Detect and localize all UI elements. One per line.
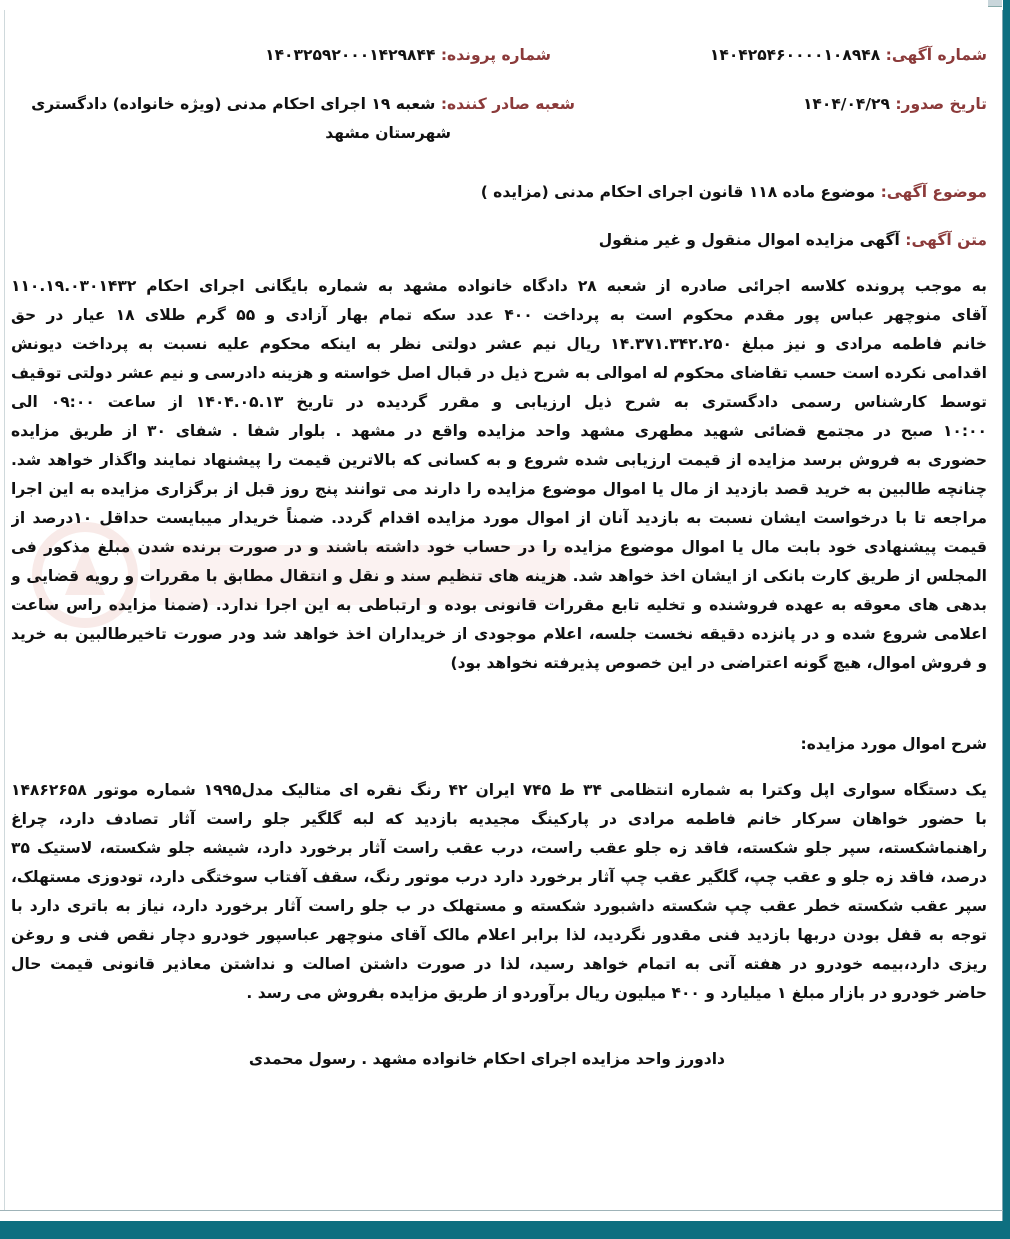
issue-date-label: تاریخ صدور: — [895, 95, 987, 113]
issue-date-value: ۱۴۰۴/۰۴/۲۹ — [802, 95, 890, 113]
paragraph1-line: اعلامی شروع شده و در پانزده دقیقه نخست جلسه، اعلام موجودی از خریداران اخذ خواهد شد ودر صورت تاخیرطالبین به خرید — [11, 625, 987, 643]
paragraph1-line: قیمت پیشنهادی خود بابت مال یا اموال موضوع مزایده را در حساب خود داشته باشند و در صورت برنده شدن مبلغ مذکور فی — [11, 538, 987, 556]
paragraph2-line: حاضر خودرو در بازار مبلغ ۱ میلیارد و ۴۰۰ میلیون ریال برآوردو از طریق مزایده بفروش می رسد . — [246, 984, 987, 1002]
paragraph2-line: درصد، فاقد زه جلو و عقب چپ، گلگیر عقب چپ آثار برخورد دارد درب موتور رنگ، سقف آفتاب سوختگی دارد، تودوزی مستهلک، — [11, 868, 987, 886]
text-label: متن آگهی: — [905, 231, 987, 249]
ad-number-row — [710, 46, 987, 64]
ad-number-label: شماره آگهی: — [885, 46, 987, 64]
paragraph1-line: و فروش اموال، هیچ گونه اعتراضی در این خصوص پذیرفته نخواهد بود) — [450, 654, 987, 672]
ad-number-value: ۱۴۰۴۲۵۴۶۰۰۰۰۱۰۸۹۴۸ — [709, 46, 881, 64]
subject-label: موضوع آگهی: — [880, 183, 987, 201]
case-number-value: ۱۴۰۳۲۵۹۲۰۰۰۱۴۲۹۸۴۴ — [265, 46, 436, 64]
paragraph1-line: مراجعه تا با درخواست ایشان نسبت به بازدید آنان از اموال مورد مزایده اقدام گردد. ضمناً خریدار میبایست حداقل ۱۰درصد از — [11, 509, 987, 527]
issuing-branch-row — [31, 95, 575, 113]
paragraph1-line: اقدامی نکرده است حسب تقاضای محکوم له اموالی به شرح ذیل در قبال اصل خواسته و هزینه دادرسی و نیم عشر دولتی توقیف — [11, 364, 987, 382]
text-title: آگهی مزایده اموال منقول و غیر منقول — [598, 231, 900, 249]
paragraph1-line: چنانچه طالبین به خرید قصد بازدید از مال یا اموال موضوع مزایده را دارند می توانند پنج روز قبل از برگزاری مزایده به این اجرا — [11, 480, 987, 498]
paragraph2-line: با حضور خواهان سرکار خانم فاطمه مرادی در پارکینگ مجیدیه بازدید که لبه گلگیر جلو راست آثار تصادف دارد، چراغ — [11, 810, 987, 828]
paragraph2-line: یک دستگاه سواری اپل وکترا به شماره انتظامی ۳۴ ط ۷۴۵ ایران ۴۲ رنگ نقره ای متالیک مدل۱۹۹۵ شماره موتور ۱۴۸۶۲۶۵۸ — [11, 781, 987, 799]
issuing-branch-line1: شعبه ۱۹ اجرای احکام مدنی (ویژه خانواده) دادگستری — [31, 95, 436, 113]
subject-value: موضوع ماده ۱۱۸ قانون اجرای احکام مدنی (مزایده ) — [480, 183, 876, 201]
case-number-label: شماره پرونده: — [440, 46, 551, 64]
paragraph2-line: توجه به قفل بودن دربها بازدید فنی مقدور نگردید، لذا برابر اعلام مالک آقای منوچهر عباسپور خودرو دچار نقص فنی و روغن — [11, 926, 987, 944]
items-heading: شرح اموال مورد مزایده: — [800, 735, 987, 753]
paragraph1-line: خانم فاطمه مرادی و نیز مبلغ ۱۴.۳۷۱.۳۴۲.۲۵۰ ریال نیم عشر دولتی نظر به اینکه محکوم علیه نسبت به پرداخت دیونش — [11, 335, 987, 353]
text-title-row — [599, 231, 987, 249]
issuing-branch-line2: شهرستان مشهد — [325, 124, 451, 142]
subject-row — [481, 183, 987, 201]
paragraph2-line: ریزی دارد،بیمه خودرو در هفته آتی به اتمام خواهد رسید، لذا در صورت داشتن اصالت و نداشتن معاذیر قانونی قیمت حال — [11, 955, 987, 973]
paragraph1-line: آقای منوچهر عباس پور مقدم محکوم است به پرداخت ۴۰۰ عدد سکه تمام بهار آزادی و ۵۵ گرم طلای ۱۸ عیار در حق — [11, 306, 987, 324]
paragraph1-line: حضوری به فروش برسد مزایده از قیمت ارزیابی شده شروع و به کسانی که بالاترین قیمت را پیشنهاد نمایند واگذار خواهد شد. — [11, 451, 987, 469]
paragraph1-line: به موجب پرونده کلاسه اجرائی صادره از شعبه ۲۸ دادگاه خانواده مشهد به شماره بایگانی اجرای احکام ۱۱۰.۱۹.۰۳۰۱۴۳۲ — [11, 277, 987, 295]
paragraph1-line: ۱۰:۰۰ صبح در مجتمع قضائی شهید مطهری مشهد واحد مزایده واقع در مشهد . بلوار شفا . شفای ۳۰ از طریق مزایده — [11, 422, 987, 440]
paragraph1-line: المجلس از طریق کارت بانکی از ایشان اخذ خواهد شد. هزینه های تنظیم سند و نقل و انتقال مطابق با مقررات و رویه قضایی و — [11, 567, 987, 585]
case-number-row — [265, 46, 551, 64]
issue-date-row — [803, 95, 987, 113]
paragraph1-line: بدهی های معوقه به عهده فروشنده و تخلیه تابع مقررات قانونی بوده و ارتباطی به این اجرا ندارد. (ضمنا مزایده راس ساعت — [11, 596, 987, 614]
signature: دادورز واحد مزایده اجرای احکام خانواده مشهد . رسول محمدی — [248, 1050, 725, 1068]
paragraph2-line: سپر عقب شکسته خطر عقب چپ شکسته داشبورد شکسته و مستهلک در ب جلو راست آثار برخورد دارد، نیاز به باتری دارد با — [11, 897, 987, 915]
paragraph2-line: راهنماشکسته، سپر جلو شکسته، فاقد زه جلو عقب راست، درب عقب راست آثار برخورد دارد، شیشه جلو شکسته، لاستیک ۳۵ — [11, 839, 987, 857]
paragraph1-line: توسط کارشناس رسمی دادگستری به شرح ذیل ارزیابی و مقرر گردیده در تاریخ ۱۴۰۴.۰۵.۱۳ از ساعت ۰۹:۰۰ الی — [11, 393, 987, 411]
issuing-branch-label: شعبه صادر کننده: — [440, 95, 575, 113]
